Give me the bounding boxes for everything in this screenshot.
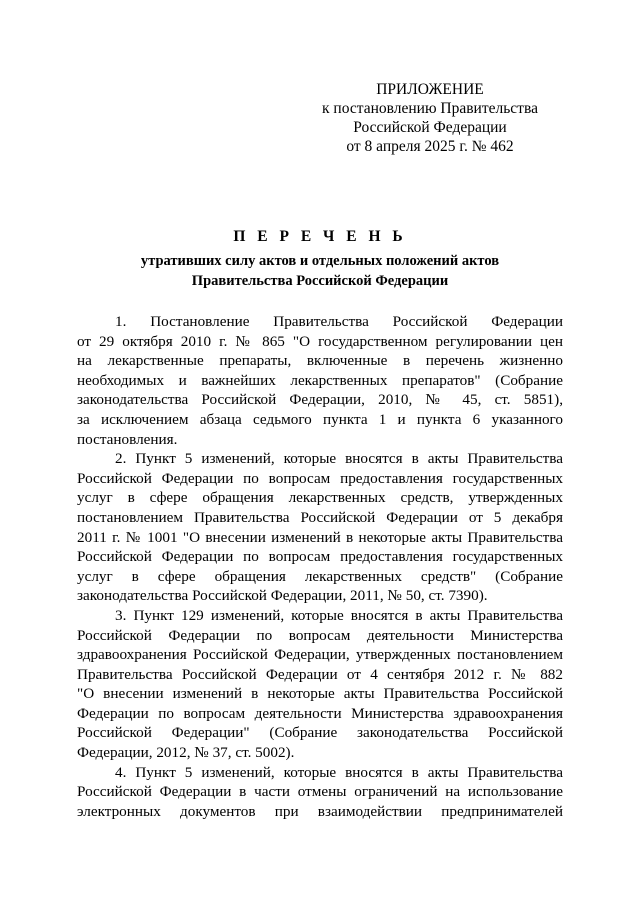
body-line: необходимых и важнейших лекарственных препаратов" (Собрание (77, 371, 563, 389)
document-heading: П Е Р Е Ч Е Н Ь (233, 228, 407, 245)
body-line: 1. Постановление Правительства Российской Федерации (115, 313, 563, 330)
body-line: услуг в сфере обращения лекарственных средств, утвержденных (77, 489, 563, 507)
body-line: 2011 г. № 1001 "О внесении изменений в некоторые акты Правительства (77, 528, 563, 546)
body-line: Российской Федерации" (Собрание законодательства Российской (77, 724, 563, 742)
document-body (77, 312, 563, 821)
body-line: "О внесении изменений в некоторые акты Правительства Российской (77, 685, 563, 703)
appendix-line-2: Российской Федерации (353, 119, 507, 136)
body-line: законодательства Российской Федерации, 2011, № 50, ст. 7390). (77, 587, 488, 605)
body-line: здравоохранения Российской Федерации, утвержденных постановлением (77, 646, 563, 664)
body-line: Федерации по вопросам деятельности Министерства здравоохранения (77, 704, 563, 722)
body-line: электронных документов при взаимодействии предпринимателей (77, 802, 563, 820)
body-line: от 29 октября 2010 г. № 865 "О государственном регулировании цен (77, 332, 563, 350)
body-line: законодательства Российской Федерации, 2010, № 45, ст. 5851), (77, 391, 563, 409)
body-line: Российской Федерации по вопросам предоставления государственных (77, 548, 563, 566)
subheading-line-1: утративших силу актов и отдельных положений актов (140, 253, 500, 269)
appendix-date: от 8 апреля 2025 г. № 462 (346, 138, 514, 155)
appendix-title: ПРИЛОЖЕНИЕ (376, 81, 484, 98)
body-line: Российской Федерации по вопросам деятельности Министерства (77, 626, 563, 644)
body-line: Российской Федерации в части отмены ограничений на использование (77, 783, 563, 801)
appendix-line-1: к постановлению Правительства (322, 100, 538, 117)
body-line: Правительства Российской Федерации от 4 сентября 2012 г. № 882 (77, 665, 563, 683)
body-line: Федерации, 2012, № 37, ст. 5002). (77, 744, 295, 762)
body-line: услуг в сфере обращения лекарственных средств" (Собрание (77, 567, 563, 585)
subheading-line-2: Правительства Российской Федерации (191, 272, 449, 289)
document-subheading (0, 252, 640, 291)
body-line: на лекарственные препараты, включенные в перечень жизненно (77, 352, 563, 370)
body-line: 3. Пункт 129 изменений, которые вносятся в акты Правительства (115, 606, 563, 624)
body-line: постановлением Правительства Российской Федерации от 5 декабря (77, 508, 563, 526)
body-line: 2. Пункт 5 изменений, которые вносятся в акты Правительства (115, 450, 563, 468)
appendix-block (300, 80, 560, 156)
body-line: за исключением абзаца седьмого пункта 1 и пункта 6 указанного (77, 410, 563, 428)
body-line: 4. Пункт 5 изменений, которые вносятся в акты Правительства (115, 763, 563, 781)
body-line: постановления. (77, 430, 178, 448)
body-line: Российской Федерации по вопросам предоставления государственных (77, 469, 563, 487)
